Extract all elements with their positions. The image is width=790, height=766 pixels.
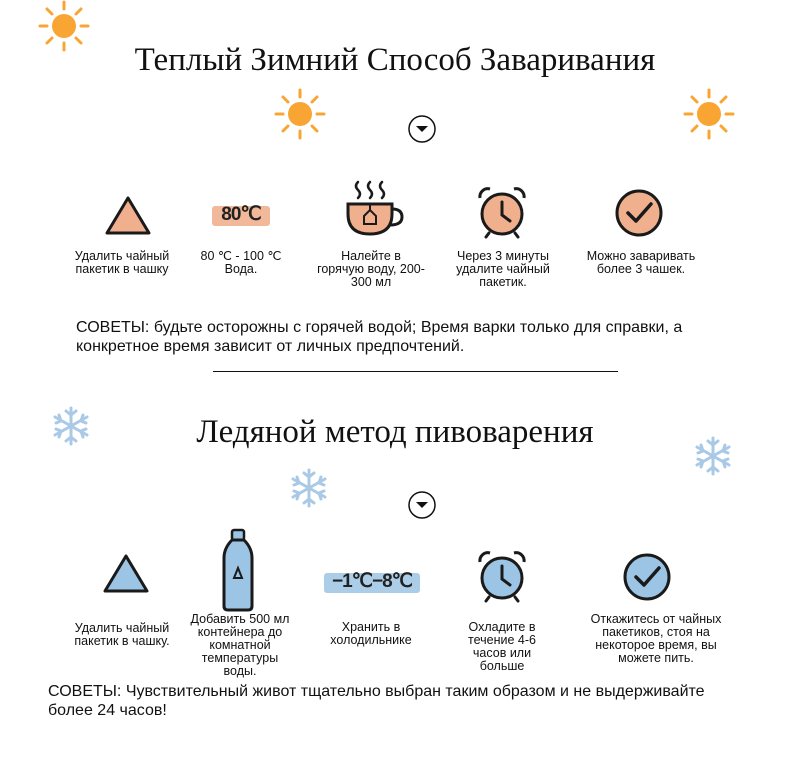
warm-step-2-caption: 80 ℃ - 100 ℃ Вода. (200, 249, 282, 276)
triangle-icon (103, 193, 153, 237)
warm-section-title: Теплый Зимний Способ Заваривания (134, 42, 656, 78)
ice-step-3-caption: Хранить в холодильнике (330, 620, 412, 647)
warm-step-1-caption: Удалить чайный пакетик в чашку (74, 249, 170, 276)
ice-step-4-caption: Охладите в течение 4-6 часов или больше (468, 620, 536, 673)
sun-icon (683, 88, 735, 140)
water-bottle-icon (218, 528, 258, 612)
alarm-clock-icon (474, 548, 530, 604)
triangle-icon (101, 551, 151, 595)
alarm-clock-icon (474, 184, 530, 240)
ice-section-title: Ледяной метод пивоварения (196, 414, 594, 450)
snowflake-icon (288, 467, 330, 509)
ice-tips: СОВЕТЫ: Чувствительный живот тщательно выбран таким образом и не выдерживайте более 24 часов! (48, 683, 705, 719)
ice-step-2-caption: Добавить 500 мл контейнера до комнатной температуры воды. (190, 612, 290, 678)
warm-tips: СОВЕТЫ: будьте осторожны с горячей водой; Время варки только для справки, а конкретное время зависит от личных предпочтений. (76, 319, 683, 355)
warm-step-4-caption: Через 3 минуты удалите чайный пакетик. (456, 249, 550, 289)
ice-step-5-caption: Откажитесь от чайных пакетиков, стоя на некоторое время, вы можете пить. (590, 612, 722, 665)
ice-step-1-caption: Удалить чайный пакетик в чашку. (74, 621, 170, 648)
sun-icon (274, 88, 326, 140)
section-divider (213, 371, 618, 372)
temperature-stamp-icon (210, 200, 272, 230)
warm-step-5-caption: Можно заваривать более 3 чашек. (586, 249, 696, 276)
teacup-icon (340, 178, 406, 240)
chevron-down-circle-icon (407, 114, 437, 144)
check-circle-icon (613, 187, 665, 239)
warm-step-3-caption: Налейте в горячую воду, 200-300 мл (317, 249, 425, 289)
temperature-stamp-icon (316, 567, 428, 597)
temperature-stamp-text: 80℃ (221, 204, 261, 225)
temperature-stamp-text: −1℃−8℃ (331, 571, 412, 592)
chevron-down-circle-icon (407, 490, 437, 520)
check-circle-icon (621, 551, 673, 603)
